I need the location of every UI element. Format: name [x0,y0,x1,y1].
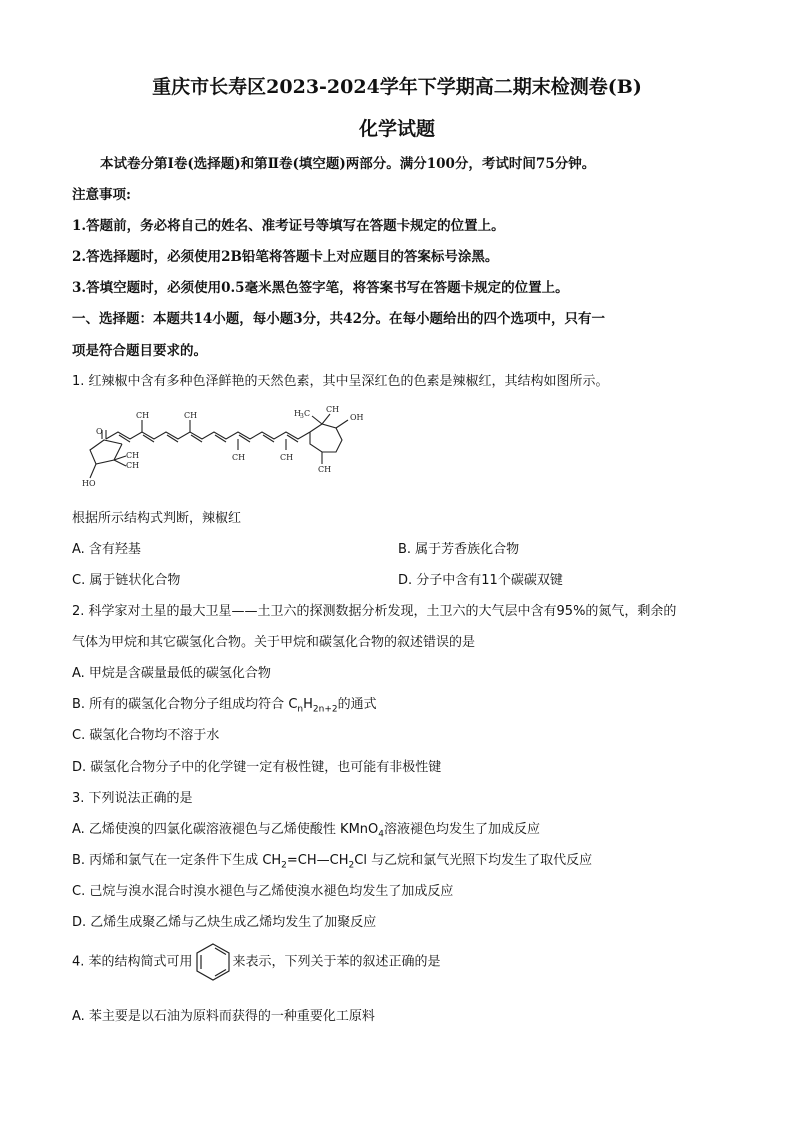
exam-intro: 本试卷分第Ⅰ卷(选择题)和第Ⅱ卷(填空题)两部分。满分100分，考试时间75分钟。 [100,156,596,172]
polyene-chain-bond [106,432,310,439]
methyl-label: CH [326,405,340,414]
hydroxyl-bond [90,464,96,478]
methyl-bond [322,414,330,424]
question-1-stem: 1. 红辣椒中含有多种色泽鲜艳的天然色素，其中呈深红色的色素是辣椒红，其结构如图所示。 [72,374,609,389]
q3-option-a: A. 乙烯使溴的四氯化碳溶液褪色与乙烯使酸性 KMnO$_4$溶液褪色均发生了加成反应 [72,822,541,840]
q2-option-a: A. 甲烷是含碳量最低的碳氢化合物 [72,666,271,681]
q2-option-c: C. 碳氢化合物均不溶于水 [72,728,220,743]
hydroxyl-label: OH [350,413,364,422]
q2-option-b: B. 所有的碳氢化合物分子组成均符合 $C_nH_{2n+2}$的通式 [72,697,377,715]
subject-title: 化学试题 [358,118,435,140]
capsanthin-structure-diagram [82,404,366,494]
methyl-bond [312,416,322,424]
question-4-stem: 4. 苯的结构简式可用 来表示，下列关于苯的叙述正确的是 [72,942,441,982]
notes-heading: 注意事项: [72,187,131,203]
methyl-label: H [294,409,301,418]
right-ring-bond [310,424,342,452]
q3-option-b: B. 丙烯和氯气在一定条件下生成 $CH_2=CH—CH_2Cl$ 与乙烷和氯气光照下均发生了取代反应 [72,853,593,871]
methyl-label: CH [280,453,294,462]
methyl-label: CH [318,465,332,474]
q1-option-c: C. 属于链状化合物 [72,573,181,588]
methyl-label: CH [184,411,198,420]
methyl-label-subscript: 3 [300,413,304,420]
methyl-label: C [304,409,311,418]
methyl-label: CH [232,453,246,462]
q2-option-d: D. 碳氢化合物分子中的化学键一定有极性键，也可能有非极性键 [72,760,442,775]
q1-option-b: B. 属于芳香族化合物 [398,542,520,557]
question-2-stem-line1: 2. 科学家对土星的最大卫星——土卫六的探测数据分析发现，土卫六的大气层中含有95%的氮气，剩余的 [72,604,677,619]
methyl-label: CH [126,461,140,470]
exam-title: 重庆市长寿区2023-2024学年下学期高二期末检测卷(B) [152,76,642,98]
left-ring-bond [90,440,122,464]
section-heading-line2: 项是符合题目要求的。 [72,343,207,359]
note-item: 3.答填空题时，必须使用0.5毫米黑色签字笔，将答案书写在答题卡规定的位置上。 [72,280,569,296]
hydroxyl-bond [336,420,348,428]
note-item: 1.答题前，务必将自己的姓名、准考证号等填写在答题卡规定的位置上。 [72,218,505,234]
q3-option-d: D. 乙烯生成聚乙烯与乙炔生成乙烯均发生了加聚反应 [72,915,377,930]
methyl-label: CH [126,451,140,460]
methyl-bond [114,460,126,466]
q1-option-d: D. 分子中含有11个碳碳双键 [398,573,563,588]
q4-option-a: A. 苯主要是以石油为原料而获得的一种重要化工原料 [72,1009,375,1024]
question-1-follow: 根据所示结构式判断，辣椒红 [72,511,242,526]
oxygen-label: O [96,427,103,436]
section-heading-line1: 一、选择题：本题共14小题，每小题3分，共42分。在每小题给出的四个选项中，只有一 [72,311,605,327]
benzene-ring-icon [195,942,231,982]
methyl-label: CH [136,411,150,420]
note-item: 2.答选择题时，必须使用2B铅笔将答题卡上对应题目的答案标号涂黑。 [72,249,499,265]
hydroxyl-label: HO [82,479,96,488]
question-3-stem: 3. 下列说法正确的是 [72,791,193,806]
q3-option-c: C. 己烷与溴水混合时溴水褪色与乙烯使溴水褪色均发生了加成反应 [72,884,454,899]
question-2-stem-line2: 气体为甲烷和其它碳氢化合物。关于甲烷和碳氢化合物的叙述错误的是 [72,635,476,650]
q1-option-a: A. 含有羟基 [72,542,141,557]
